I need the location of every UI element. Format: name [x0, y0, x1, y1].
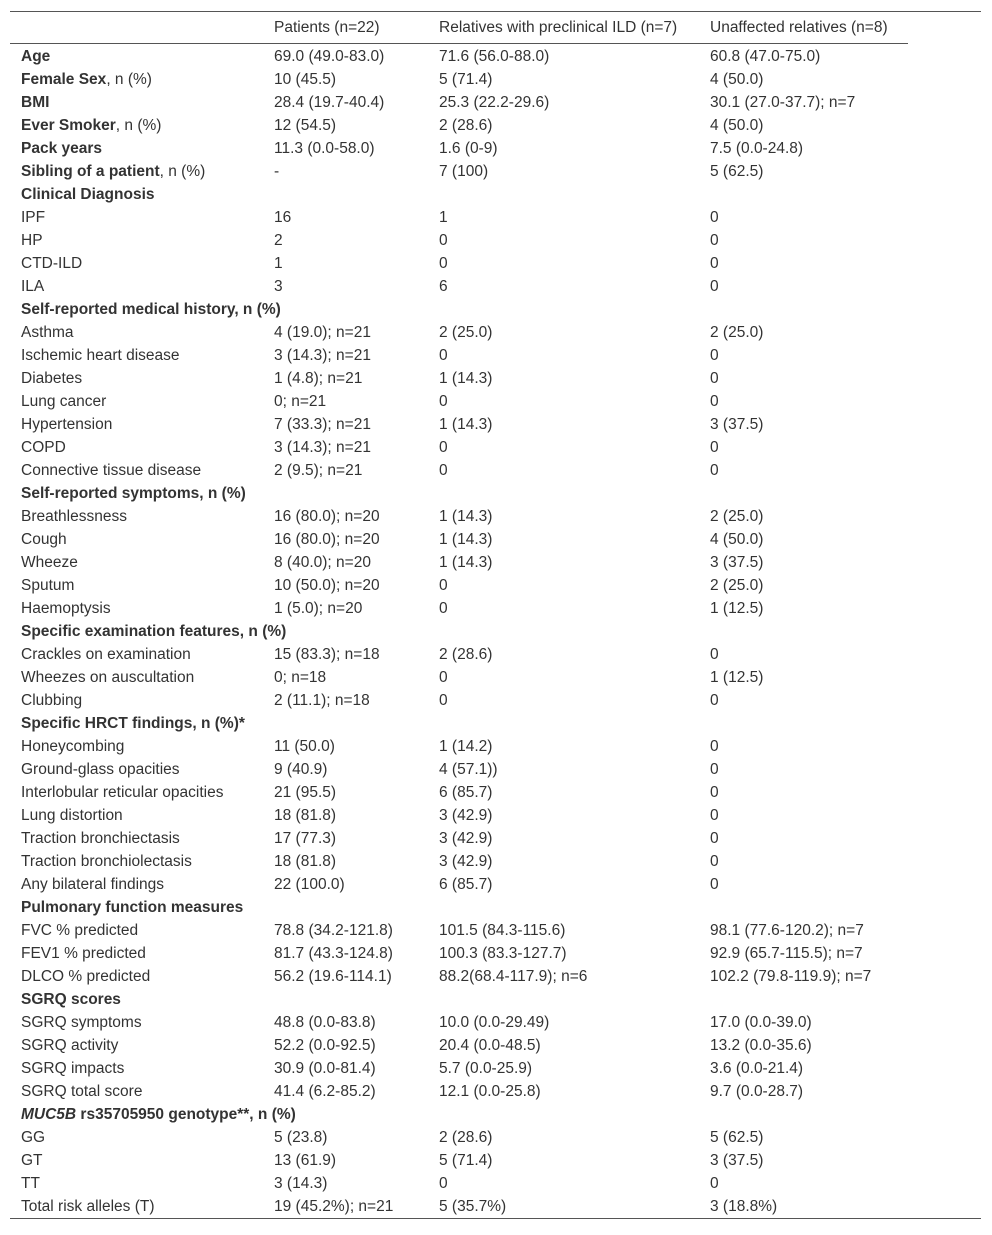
cell-patients: 2 (9.5); n=21 — [274, 462, 363, 479]
cell-unaffected: 1 (12.5) — [710, 669, 764, 686]
table-row — [10, 1080, 981, 1103]
row-label — [21, 436, 66, 459]
row-label-text: Breathlessness — [21, 508, 127, 525]
cell-unaffected: 13.2 (0.0-35.6) — [710, 1037, 812, 1054]
table-row — [10, 459, 981, 482]
row-label-text: SGRQ activity — [21, 1037, 119, 1054]
table-row — [10, 252, 981, 275]
cell-unaffected: 30.1 (27.0-37.7); n=7 — [710, 94, 856, 111]
row-label-text: Diabetes — [21, 370, 83, 387]
cell-unaffected: 0 — [710, 830, 719, 847]
row-label-text: GG — [21, 1129, 46, 1146]
cell-patients: 30.9 (0.0-81.4) — [274, 1060, 376, 1077]
table-row — [10, 1172, 981, 1195]
cell-unaffected: 3 (37.5) — [710, 554, 764, 571]
row-label-text: FEV1 % predicted — [21, 945, 146, 962]
row-label-text: Specific examination features, n (%) — [21, 623, 287, 640]
row-label — [21, 252, 82, 275]
table-row — [10, 137, 981, 160]
row-label — [21, 344, 180, 367]
cell-patients: 3 (14.3); n=21 — [274, 347, 371, 364]
cell-unaffected: 1 (12.5) — [710, 600, 764, 617]
row-label — [21, 965, 150, 988]
cell-unaffected: 4 (50.0) — [710, 71, 764, 88]
table-row — [10, 988, 981, 1011]
row-label-text: Traction bronchiolectasis — [21, 853, 192, 870]
cell-patients: 8 (40.0); n=20 — [274, 554, 371, 571]
cell-unaffected: 0 — [710, 738, 719, 755]
table-row — [10, 551, 981, 574]
row-label-text: Ischemic heart disease — [21, 347, 180, 364]
table-row — [10, 735, 981, 758]
cell-preclinical: 88.2(68.4-117.9); n=6 — [439, 968, 588, 985]
cell-patients: 28.4 (19.7-40.4) — [274, 94, 385, 111]
cell-unaffected: 0 — [710, 462, 719, 479]
table-header — [10, 12, 981, 45]
row-label — [21, 1034, 118, 1057]
row-label — [21, 574, 74, 597]
row-label — [21, 643, 191, 666]
row-label — [21, 758, 180, 781]
row-label — [21, 367, 82, 390]
cell-patients: 3 (14.3) — [274, 1175, 328, 1192]
row-label — [21, 873, 164, 896]
row-label-text: Pulmonary function measures — [21, 899, 244, 916]
row-label — [21, 229, 43, 252]
table-row — [10, 482, 981, 505]
cell-unaffected: 0 — [710, 692, 719, 709]
table-row — [10, 344, 981, 367]
table-row — [10, 942, 981, 965]
table-row — [10, 1011, 981, 1034]
cell-preclinical: 2 (28.6) — [439, 646, 493, 663]
row-label — [21, 666, 194, 689]
cell-preclinical: 1 (14.3) — [439, 531, 493, 548]
row-label-text: SGRQ symptoms — [21, 1014, 142, 1031]
row-label-text: Ground-glass opacities — [21, 761, 180, 778]
cell-unaffected: 0 — [710, 439, 719, 456]
row-label — [21, 321, 74, 344]
row-label-text: SGRQ scores — [21, 991, 121, 1008]
cell-unaffected: 0 — [710, 370, 719, 387]
cell-preclinical: 5 (71.4) — [439, 1152, 493, 1169]
table-row — [10, 850, 981, 873]
cell-patients: 0; n=18 — [274, 669, 327, 686]
cell-patients: 12 (54.5) — [274, 117, 337, 134]
table-row — [10, 620, 981, 643]
row-label-text: CTD-ILD — [21, 255, 83, 272]
table-row — [10, 712, 981, 735]
table-row — [10, 275, 981, 298]
row-label-suffix: , n (%) — [159, 163, 206, 180]
cell-preclinical: 10.0 (0.0-29.49) — [439, 1014, 550, 1031]
cell-patients: 9 (40.9) — [274, 761, 328, 778]
cell-preclinical: 0 — [439, 439, 448, 456]
cell-preclinical: 2 (28.6) — [439, 1129, 493, 1146]
cell-patients: 16 (80.0); n=20 — [274, 508, 380, 525]
cell-preclinical: 0 — [439, 577, 448, 594]
cell-patients: 41.4 (6.2-85.2) — [274, 1083, 376, 1100]
row-label — [21, 505, 127, 528]
cell-unaffected: 0 — [710, 255, 719, 272]
cell-unaffected: 5 (62.5) — [710, 1129, 764, 1146]
row-label-text: Any bilateral findings — [21, 876, 165, 893]
cell-patients: 16 (80.0); n=20 — [274, 531, 380, 548]
row-label — [21, 183, 155, 206]
cell-preclinical: 0 — [439, 600, 448, 617]
header-patients: Patients (n=22) — [274, 19, 380, 36]
cell-patients: 22 (100.0) — [274, 876, 345, 893]
cell-patients: 78.8 (34.2-121.8) — [274, 922, 393, 939]
cell-preclinical: 1 (14.3) — [439, 508, 493, 525]
cell-patients: 2 — [274, 232, 283, 249]
header-unaffected-relatives: Unaffected relatives (n=8) — [710, 19, 888, 36]
cell-unaffected: 0 — [710, 784, 719, 801]
row-label-text: HP — [21, 232, 43, 249]
row-label — [21, 137, 102, 160]
row-label — [21, 1080, 142, 1103]
table-row — [10, 390, 981, 413]
table-row — [10, 804, 981, 827]
row-label-text: Lung distortion — [21, 807, 123, 824]
cell-unaffected: 0 — [710, 853, 719, 870]
cell-unaffected: 9.7 (0.0-28.7) — [710, 1083, 804, 1100]
table-row — [10, 758, 981, 781]
cell-unaffected: 102.2 (79.8-119.9); n=7 — [710, 968, 872, 985]
row-label-suffix: , n (%) — [106, 71, 152, 88]
table-row — [10, 666, 981, 689]
row-label-text: SGRQ total score — [21, 1083, 143, 1100]
cell-patients: 4 (19.0); n=21 — [274, 324, 371, 341]
table-row — [10, 873, 981, 896]
cell-preclinical: 1 (14.3) — [439, 370, 493, 387]
table-row — [10, 413, 981, 436]
cell-unaffected: 3 (37.5) — [710, 416, 764, 433]
cell-preclinical: 3 (42.9) — [439, 830, 493, 847]
row-label-text: Cough — [21, 531, 67, 548]
cell-preclinical: 6 (85.7) — [439, 876, 493, 893]
row-label-text: Interlobular reticular opacities — [21, 784, 224, 801]
cell-preclinical: 1.6 (0-9) — [439, 140, 498, 157]
row-label-text: Age — [21, 48, 51, 65]
cell-patients: 52.2 (0.0-92.5) — [274, 1037, 376, 1054]
row-label-text: MUC5B — [21, 1106, 77, 1123]
table-row — [10, 183, 981, 206]
cell-preclinical: 3 (42.9) — [439, 853, 493, 870]
table-row — [10, 919, 981, 942]
row-label — [21, 597, 111, 620]
row-label — [21, 1103, 296, 1126]
row-label-text: COPD — [21, 439, 66, 456]
row-label — [21, 942, 146, 965]
cell-preclinical: 2 (28.6) — [439, 117, 493, 134]
header-divider — [10, 43, 908, 44]
cell-preclinical: 3 (42.9) — [439, 807, 493, 824]
row-label — [21, 275, 44, 298]
cell-unaffected: 7.5 (0.0-24.8) — [710, 140, 804, 157]
cell-preclinical: 0 — [439, 669, 448, 686]
row-label-text: Specific HRCT findings, n (%)* — [21, 715, 245, 732]
cell-unaffected: 3.6 (0.0-21.4) — [710, 1060, 804, 1077]
cell-unaffected: 5 (62.5) — [710, 163, 764, 180]
cell-preclinical: 6 (85.7) — [439, 784, 493, 801]
header-preclinical-relatives: Relatives with preclinical ILD (n=7) — [439, 19, 678, 36]
cell-preclinical: 25.3 (22.2-29.6) — [439, 94, 550, 111]
table-row — [10, 1149, 981, 1172]
row-label-text: ILA — [21, 278, 45, 295]
cell-preclinical: 4 (57.1)) — [439, 761, 498, 778]
row-label-text: SGRQ impacts — [21, 1060, 125, 1077]
table-row — [10, 68, 981, 91]
row-label — [21, 528, 67, 551]
row-label — [21, 1195, 155, 1218]
row-label-text: IPF — [21, 209, 46, 226]
table-row — [10, 505, 981, 528]
cell-patients: 48.8 (0.0-83.8) — [274, 1014, 376, 1031]
cell-preclinical: 6 — [439, 278, 448, 295]
cell-unaffected: 4 (50.0) — [710, 117, 764, 134]
cell-patients: 10 (45.5) — [274, 71, 337, 88]
row-label-text: BMI — [21, 94, 50, 111]
table-body — [10, 45, 981, 1218]
cell-unaffected: 0 — [710, 347, 719, 364]
table-row — [10, 1057, 981, 1080]
cell-patients: 21 (95.5) — [274, 784, 337, 801]
cell-preclinical: 0 — [439, 255, 448, 272]
row-label-text: Self-reported medical history, n (%) — [21, 301, 281, 318]
cell-patients: 81.7 (43.3-124.8) — [274, 945, 393, 962]
cell-preclinical: 1 — [439, 209, 448, 226]
row-label — [21, 896, 243, 919]
table-row — [10, 597, 981, 620]
cell-unaffected: 98.1 (77.6-120.2); n=7 — [710, 922, 864, 939]
row-label — [21, 298, 281, 321]
cell-preclinical: 1 (14.3) — [439, 416, 493, 433]
cell-patients: 10 (50.0); n=20 — [274, 577, 380, 594]
cell-patients: 2 (11.1); n=18 — [274, 692, 370, 709]
cell-patients: 5 (23.8) — [274, 1129, 328, 1146]
cell-patients: 19 (45.2%); n=21 — [274, 1198, 394, 1215]
row-label — [21, 482, 246, 505]
cell-unaffected: 2 (25.0) — [710, 577, 764, 594]
cell-preclinical: 101.5 (84.3-115.6) — [439, 922, 566, 939]
row-label — [21, 45, 50, 68]
row-label-text: GT — [21, 1152, 43, 1169]
table-row — [10, 229, 981, 252]
cell-unaffected: 3 (37.5) — [710, 1152, 764, 1169]
table-row — [10, 689, 981, 712]
cell-patients: 3 (14.3); n=21 — [274, 439, 371, 456]
cell-patients: 13 (61.9) — [274, 1152, 337, 1169]
table-row — [10, 367, 981, 390]
row-label-text: Ever Smoker — [21, 117, 116, 134]
row-label-text: Traction bronchiectasis — [21, 830, 180, 847]
table-row — [10, 1103, 981, 1126]
cell-unaffected: 0 — [710, 876, 719, 893]
row-label — [21, 689, 82, 712]
row-label — [21, 827, 180, 850]
row-label-text: DLCO % predicted — [21, 968, 151, 985]
cell-unaffected: 0 — [710, 278, 719, 295]
cell-unaffected: 0 — [710, 232, 719, 249]
table-row — [10, 528, 981, 551]
row-label — [21, 919, 138, 942]
cell-unaffected: 2 (25.0) — [710, 324, 764, 341]
row-label — [21, 206, 45, 229]
cell-patients: - — [274, 163, 280, 180]
row-label — [21, 781, 223, 804]
row-label — [21, 114, 161, 137]
cell-unaffected: 0 — [710, 209, 719, 226]
cell-preclinical: 0 — [439, 1175, 448, 1192]
table-row — [10, 965, 981, 988]
table-row — [10, 643, 981, 666]
row-label-text: Sputum — [21, 577, 75, 594]
row-label — [21, 1011, 142, 1034]
row-label — [21, 390, 106, 413]
row-label-text: Clinical Diagnosis — [21, 186, 155, 203]
row-label-text: Asthma — [21, 324, 74, 341]
table-row — [10, 114, 981, 137]
row-label — [21, 620, 286, 643]
row-label-text: Wheeze — [21, 554, 78, 571]
row-label-text: Female Sex — [21, 71, 107, 88]
row-label — [21, 1057, 124, 1080]
row-label-suffix: rs35705950 genotype**, n (%) — [76, 1106, 296, 1123]
table-row — [10, 574, 981, 597]
cell-patients: 1 — [274, 255, 283, 272]
table-row — [10, 321, 981, 344]
cell-preclinical: 5 (71.4) — [439, 71, 493, 88]
cell-preclinical: 7 (100) — [439, 163, 489, 180]
table-row — [10, 436, 981, 459]
cell-unaffected: 2 (25.0) — [710, 508, 764, 525]
row-label-text: Wheezes on auscultation — [21, 669, 195, 686]
row-label — [21, 988, 121, 1011]
cell-patients: 11 (50.0) — [274, 738, 335, 755]
cell-preclinical: 20.4 (0.0-48.5) — [439, 1037, 541, 1054]
cell-unaffected: 3 (18.8%) — [710, 1198, 778, 1215]
row-label-text: Hypertension — [21, 416, 113, 433]
row-label — [21, 551, 78, 574]
table-row — [10, 827, 981, 850]
cell-unaffected: 0 — [710, 761, 719, 778]
cell-preclinical: 5.7 (0.0-25.9) — [439, 1060, 533, 1077]
cell-patients: 18 (81.8) — [274, 853, 337, 870]
cell-patients: 3 — [274, 278, 283, 295]
cell-preclinical: 0 — [439, 393, 448, 410]
row-label-text: Pack years — [21, 140, 103, 157]
table-row — [10, 160, 981, 183]
row-label — [21, 459, 201, 482]
cell-patients: 56.2 (19.6-114.1) — [274, 968, 392, 985]
table-row — [10, 45, 981, 68]
table-row — [10, 298, 981, 321]
table-row — [10, 206, 981, 229]
cell-preclinical: 100.3 (83.3-127.7) — [439, 945, 567, 962]
row-label-text: Haemoptysis — [21, 600, 111, 617]
cell-patients: 69.0 (49.0-83.0) — [274, 48, 385, 65]
row-label-suffix: , n (%) — [115, 117, 162, 134]
data-table — [10, 11, 981, 1219]
row-label — [21, 1149, 43, 1172]
row-label-text: Crackles on examination — [21, 646, 191, 663]
cell-preclinical: 12.1 (0.0-25.8) — [439, 1083, 541, 1100]
table-row — [10, 1034, 981, 1057]
cell-patients: 1 (4.8); n=21 — [274, 370, 363, 387]
cell-unaffected: 92.9 (65.7-115.5); n=7 — [710, 945, 863, 962]
cell-unaffected: 0 — [710, 1175, 719, 1192]
cell-unaffected: 0 — [710, 393, 719, 410]
table-row — [10, 1126, 981, 1149]
cell-patients: 0; n=21 — [274, 393, 327, 410]
cell-preclinical: 1 (14.2) — [439, 738, 493, 755]
row-label — [21, 1126, 45, 1149]
row-label — [21, 804, 123, 827]
row-label — [21, 1172, 40, 1195]
row-label-text: Self-reported symptoms, n (%) — [21, 485, 246, 502]
cell-unaffected: 4 (50.0) — [710, 531, 764, 548]
row-label-text: Lung cancer — [21, 393, 107, 410]
row-label — [21, 850, 192, 873]
table-row — [10, 91, 981, 114]
cell-unaffected: 17.0 (0.0-39.0) — [710, 1014, 812, 1031]
cell-preclinical: 5 (35.7%) — [439, 1198, 507, 1215]
row-label — [21, 712, 245, 735]
row-label — [21, 160, 205, 183]
cell-patients: 1 (5.0); n=20 — [274, 600, 363, 617]
cell-preclinical: 0 — [439, 462, 448, 479]
cell-preclinical: 0 — [439, 347, 448, 364]
cell-unaffected: 60.8 (47.0-75.0) — [710, 48, 821, 65]
cell-patients: 15 (83.3); n=18 — [274, 646, 380, 663]
cell-patients: 7 (33.3); n=21 — [274, 416, 371, 433]
cell-unaffected: 0 — [710, 646, 719, 663]
row-label-text: TT — [21, 1175, 40, 1192]
row-label — [21, 68, 152, 91]
cell-preclinical: 1 (14.3) — [439, 554, 493, 571]
cell-patients: 16 — [274, 209, 292, 226]
row-label-text: Sibling of a patient — [21, 163, 160, 180]
row-label-text: Honeycombing — [21, 738, 125, 755]
cell-patients: 11.3 (0.0-58.0) — [274, 140, 375, 157]
cell-preclinical: 2 (25.0) — [439, 324, 493, 341]
row-label — [21, 735, 124, 758]
row-label — [21, 413, 112, 436]
cell-preclinical: 0 — [439, 692, 448, 709]
cell-preclinical: 0 — [439, 232, 448, 249]
cell-preclinical: 71.6 (56.0-88.0) — [439, 48, 550, 65]
cell-unaffected: 0 — [710, 807, 719, 824]
cell-patients: 18 (81.8) — [274, 807, 337, 824]
row-label — [21, 91, 49, 114]
cell-patients: 17 (77.3) — [274, 830, 337, 847]
row-label-text: Clubbing — [21, 692, 83, 709]
row-label-text: Connective tissue disease — [21, 462, 202, 479]
row-label-text: FVC % predicted — [21, 922, 139, 939]
table-row — [10, 781, 981, 804]
table-row — [10, 896, 981, 919]
table-row — [10, 1195, 981, 1218]
row-label-text: Total risk alleles (T) — [21, 1198, 155, 1215]
